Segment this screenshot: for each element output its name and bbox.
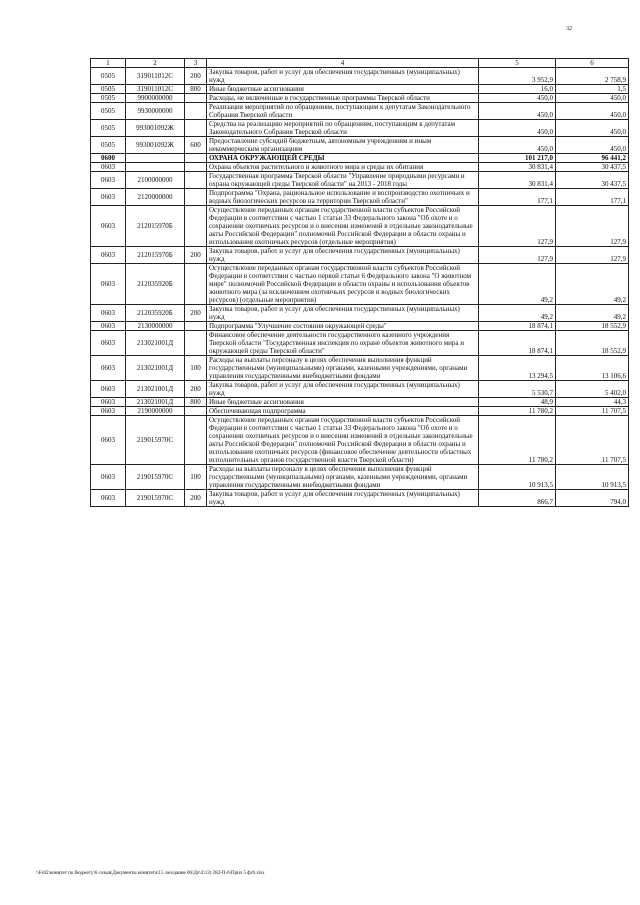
name-cell: Закупка товаров, работ и услуг для обеспечения государственных (муниципальных) нужд — [207, 381, 479, 398]
amount-1-cell: 127,9 — [479, 247, 556, 264]
amount-2-cell: 450,0 — [556, 137, 629, 154]
target-code-cell: 213021001Д — [126, 381, 185, 398]
section-cell: 0603 — [91, 189, 126, 206]
table-header-row — [91, 59, 629, 68]
name-cell: Финансовое обеспечение деятельности государственного казенного учреждения Тверской области "Государственная инспекция по охране объектов животного мира и окружающей среды Тверской области" — [207, 331, 479, 356]
expense-type-cell: 800 — [185, 398, 207, 407]
page-number: 32 — [566, 26, 572, 32]
amount-1-cell: 5 530,7 — [479, 381, 556, 398]
amount-2-cell: 127,9 — [556, 247, 629, 264]
target-code-cell: 993001092Ж — [126, 137, 185, 154]
amount-1-cell: 48,9 — [479, 398, 556, 407]
name-cell: Реализация мероприятий по обращениям, поступающим к депутатам Законодательного Собрания Тверской области — [207, 103, 479, 120]
table-row — [91, 398, 629, 407]
expense-type-cell: 200 — [185, 490, 207, 507]
amount-2-cell: 450,0 — [556, 94, 629, 103]
section-cell: 0603 — [91, 416, 126, 465]
table-row — [91, 322, 629, 331]
name-cell: Обеспечивающая подпрограмма — [207, 407, 479, 416]
expense-type-cell — [185, 264, 207, 305]
table-row — [91, 137, 629, 154]
amount-1-cell: 3 952,9 — [479, 68, 556, 85]
section-cell: 0603 — [91, 331, 126, 356]
expense-type-cell: 600 — [185, 137, 207, 154]
section-cell: 0603 — [91, 172, 126, 189]
name-cell: Средства на реализацию мероприятий по обращениям, поступающим к депутатам Законодательного Собрания Тверской области — [207, 120, 479, 137]
header-cell: 6 — [556, 59, 629, 68]
name-cell: Осуществление переданных органам государственной власти субъектов Российской Федерации в соответствии с частью 1 статьи 33 Федерального закона "Об охоте и о сохранении охотничьих ресурсов и о внесении изменений в отдельные законодательные акты Российской Федерации" полномочий Российской Федерации в области охраны и использования охотничьих ресурсов (финансовое обеспечение деятельности областных исполнительных органов государственной власти Тверской области) — [207, 416, 479, 465]
expense-type-cell — [185, 120, 207, 137]
amount-1-cell: 10 913,5 — [479, 465, 556, 490]
table-row — [91, 407, 629, 416]
amount-2-cell: 30 437,5 — [556, 172, 629, 189]
amount-1-cell: 450,0 — [479, 94, 556, 103]
name-cell: Расходы на выплаты персоналу в целях обеспечения выполнения функций государственными (муниципальными) органами, казенными учреждениями, органами управления государственными внебюджетными фондами — [207, 356, 479, 381]
name-cell: Подпрограмма "Улучшение состояния окружающей среды" — [207, 322, 479, 331]
target-code-cell: 2130000000 — [126, 322, 185, 331]
header-cell: 5 — [479, 59, 556, 68]
amount-2-cell: 96 441,2 — [556, 154, 629, 163]
name-cell: Иные бюджетные ассигнования — [207, 85, 479, 94]
table-row — [91, 331, 629, 356]
amount-1-cell: 30 831,4 — [479, 172, 556, 189]
amount-2-cell: 450,0 — [556, 103, 629, 120]
amount-1-cell: 450,0 — [479, 120, 556, 137]
amount-1-cell: 11 780,2 — [479, 416, 556, 465]
amount-1-cell: 18 874,1 — [479, 322, 556, 331]
section-cell: 0603 — [91, 247, 126, 264]
file-path-footer: \\Fs02\комитет по бюджету\6 созыв\Документы комитета\15 заседание 06\Дп\2\13) 282-П-6\Прил 5 фз9.xlsx — [36, 871, 265, 876]
table-row — [91, 465, 629, 490]
section-cell: 0505 — [91, 103, 126, 120]
target-code-cell: 2190000000 — [126, 407, 185, 416]
target-code-cell: 213021001Д — [126, 331, 185, 356]
name-cell: Иные бюджетные ассигнования — [207, 398, 479, 407]
amount-1-cell: 11 780,2 — [479, 407, 556, 416]
section-cell: 0603 — [91, 356, 126, 381]
amount-2-cell: 2 758,9 — [556, 68, 629, 85]
target-code-cell: 213021001Д — [126, 356, 185, 381]
budget-table — [90, 58, 629, 507]
table-row — [91, 416, 629, 465]
amount-1-cell: 450,0 — [479, 103, 556, 120]
amount-1-cell: 49,2 — [479, 305, 556, 322]
target-code-cell: 319011012С — [126, 85, 185, 94]
target-code-cell — [126, 154, 185, 163]
expense-type-cell — [185, 154, 207, 163]
amount-1-cell: 18 874,1 — [479, 331, 556, 356]
target-code-cell: 993001092Ж — [126, 120, 185, 137]
table-row — [91, 120, 629, 137]
table-row — [91, 381, 629, 398]
expense-type-cell — [185, 94, 207, 103]
amount-2-cell: 127,9 — [556, 206, 629, 247]
expense-type-cell: 100 — [185, 465, 207, 490]
name-cell: Осуществление переданных органам государственной власти субъектов Российской Федерации в соответствии с частью 1 статьи 33 Федерального закона "Об охоте и о сохранении охотничьих ресурсов и о внесении изменений в отдельные законодательные акты Российской Федерации" полномочий Российской Федерации в области охраны и использования охотничьих ресурсов (отдельные мероприятия) — [207, 206, 479, 247]
amount-2-cell: 794,0 — [556, 490, 629, 507]
name-cell: Расходы, не включенные в государственные программы Тверской области — [207, 94, 479, 103]
expense-type-cell — [185, 407, 207, 416]
amount-2-cell: 177,1 — [556, 189, 629, 206]
amount-2-cell: 49,2 — [556, 305, 629, 322]
name-cell: Закупка товаров, работ и услуг для обеспечения государственных (муниципальных) нужд — [207, 247, 479, 264]
amount-2-cell: 11 707,5 — [556, 407, 629, 416]
section-cell: 0603 — [91, 407, 126, 416]
target-code-cell: 219015970С — [126, 490, 185, 507]
target-code-cell: 9900000000 — [126, 94, 185, 103]
table-row — [91, 94, 629, 103]
expense-type-cell: 100 — [185, 356, 207, 381]
table-row — [91, 163, 629, 172]
header-cell: 1 — [91, 59, 126, 68]
amount-2-cell: 11 707,5 — [556, 416, 629, 465]
amount-1-cell: 16,0 — [479, 85, 556, 94]
amount-2-cell: 5 402,0 — [556, 381, 629, 398]
table-row — [91, 189, 629, 206]
name-cell: Государственная программа Тверской области "Управление природными ресурсами и охрана окружающей среды Тверской области" на 2013 - 2018 годы — [207, 172, 479, 189]
amount-1-cell: 30 831,4 — [479, 163, 556, 172]
target-code-cell: 213021001Д — [126, 398, 185, 407]
section-cell: 0603 — [91, 381, 126, 398]
expense-type-cell — [185, 416, 207, 465]
section-cell: 0600 — [91, 154, 126, 163]
section-cell: 0603 — [91, 398, 126, 407]
target-code-cell: 212015970Б — [126, 247, 185, 264]
amount-2-cell: 1,5 — [556, 85, 629, 94]
name-cell: Расходы на выплаты персоналу в целях обеспечения выполнения функций государственными (муниципальными) органами, казенными учреждениями, органами управления государственными внебюджетными фондами — [207, 465, 479, 490]
expense-type-cell — [185, 189, 207, 206]
table-row — [91, 206, 629, 247]
table-row — [91, 103, 629, 120]
expense-type-cell — [185, 163, 207, 172]
amount-1-cell: 13 294,5 — [479, 356, 556, 381]
section-cell: 0603 — [91, 305, 126, 322]
name-cell: Осуществление переданных органам государственной власти субъектов Российской Федерации в соответствии с частью первой статьи 6 Федерального закона "О животном мире" полномочий Российской Федерации в области охраны и использования объектов животного мира (за исключением охотничьих ресурсов и водных биологических ресурсов) (отдельные мероприятия) — [207, 264, 479, 305]
amount-1-cell: 127,9 — [479, 206, 556, 247]
section-cell: 0603 — [91, 322, 126, 331]
expense-type-cell — [185, 331, 207, 356]
amount-2-cell: 18 552,9 — [556, 322, 629, 331]
table-row — [91, 68, 629, 85]
expense-type-cell: 200 — [185, 68, 207, 85]
amount-2-cell: 450,0 — [556, 120, 629, 137]
expense-type-cell — [185, 103, 207, 120]
table-row — [91, 490, 629, 507]
table-row — [91, 85, 629, 94]
name-cell: ОХРАНА ОКРУЖАЮЩЕЙ СРЕДЫ — [207, 154, 479, 163]
target-code-cell: 212015970Б — [126, 206, 185, 247]
section-cell: 0603 — [91, 264, 126, 305]
section-cell: 0603 — [91, 490, 126, 507]
name-cell: Подпрограмма "Охрана, рациональное использование и воспроизводство охотничьих и водных биологических ресурсов на территории Тверской области" — [207, 189, 479, 206]
amount-1-cell: 177,1 — [479, 189, 556, 206]
target-code-cell: 2100000000 — [126, 172, 185, 189]
header-cell: 4 — [207, 59, 479, 68]
expense-type-cell — [185, 206, 207, 247]
expense-type-cell: 800 — [185, 85, 207, 94]
amount-2-cell: 10 913,5 — [556, 465, 629, 490]
section-cell: 0603 — [91, 206, 126, 247]
name-cell: Закупка товаров, работ и услуг для обеспечения государственных (муниципальных) нужд — [207, 305, 479, 322]
amount-1-cell: 49,2 — [479, 264, 556, 305]
name-cell: Закупка товаров, работ и услуг для обеспечения государственных (муниципальных) нужд — [207, 68, 479, 85]
header-cell: 3 — [185, 59, 207, 68]
target-code-cell: 219015970С — [126, 465, 185, 490]
expense-type-cell: 200 — [185, 247, 207, 264]
amount-2-cell: 49,2 — [556, 264, 629, 305]
amount-2-cell: 30 437,5 — [556, 163, 629, 172]
section-cell: 0505 — [91, 68, 126, 85]
amount-1-cell: 450,0 — [479, 137, 556, 154]
target-code-cell: 2120000000 — [126, 189, 185, 206]
target-code-cell: 212035920Б — [126, 264, 185, 305]
target-code-cell: 212035920Б — [126, 305, 185, 322]
section-cell: 0603 — [91, 163, 126, 172]
table-row — [91, 305, 629, 322]
name-cell: Закупка товаров, работ и услуг для обеспечения государственных (муниципальных) нужд — [207, 490, 479, 507]
amount-2-cell: 13 106,6 — [556, 356, 629, 381]
expense-type-cell: 200 — [185, 381, 207, 398]
expense-type-cell: 200 — [185, 305, 207, 322]
amount-2-cell: 18 552,9 — [556, 331, 629, 356]
table-row — [91, 356, 629, 381]
amount-2-cell: 44,3 — [556, 398, 629, 407]
target-code-cell: 319011012С — [126, 68, 185, 85]
table-row — [91, 247, 629, 264]
target-code-cell: 9930000000 — [126, 103, 185, 120]
amount-1-cell: 101 217,0 — [479, 154, 556, 163]
section-cell: 0505 — [91, 85, 126, 94]
table-row — [91, 172, 629, 189]
name-cell: Охрана объектов растительного и животного мира и среды их обитания — [207, 163, 479, 172]
table-row — [91, 264, 629, 305]
section-cell: 0603 — [91, 465, 126, 490]
section-cell: 0505 — [91, 137, 126, 154]
expense-type-cell — [185, 322, 207, 331]
target-code-cell — [126, 163, 185, 172]
amount-1-cell: 866,7 — [479, 490, 556, 507]
header-cell: 2 — [126, 59, 185, 68]
table-row — [91, 154, 629, 163]
section-cell: 0505 — [91, 94, 126, 103]
name-cell: Предоставление субсидий бюджетным, автономным учреждениям и иным некоммерческим организациям — [207, 137, 479, 154]
section-cell: 0505 — [91, 120, 126, 137]
expense-type-cell — [185, 172, 207, 189]
target-code-cell: 219015970С — [126, 416, 185, 465]
